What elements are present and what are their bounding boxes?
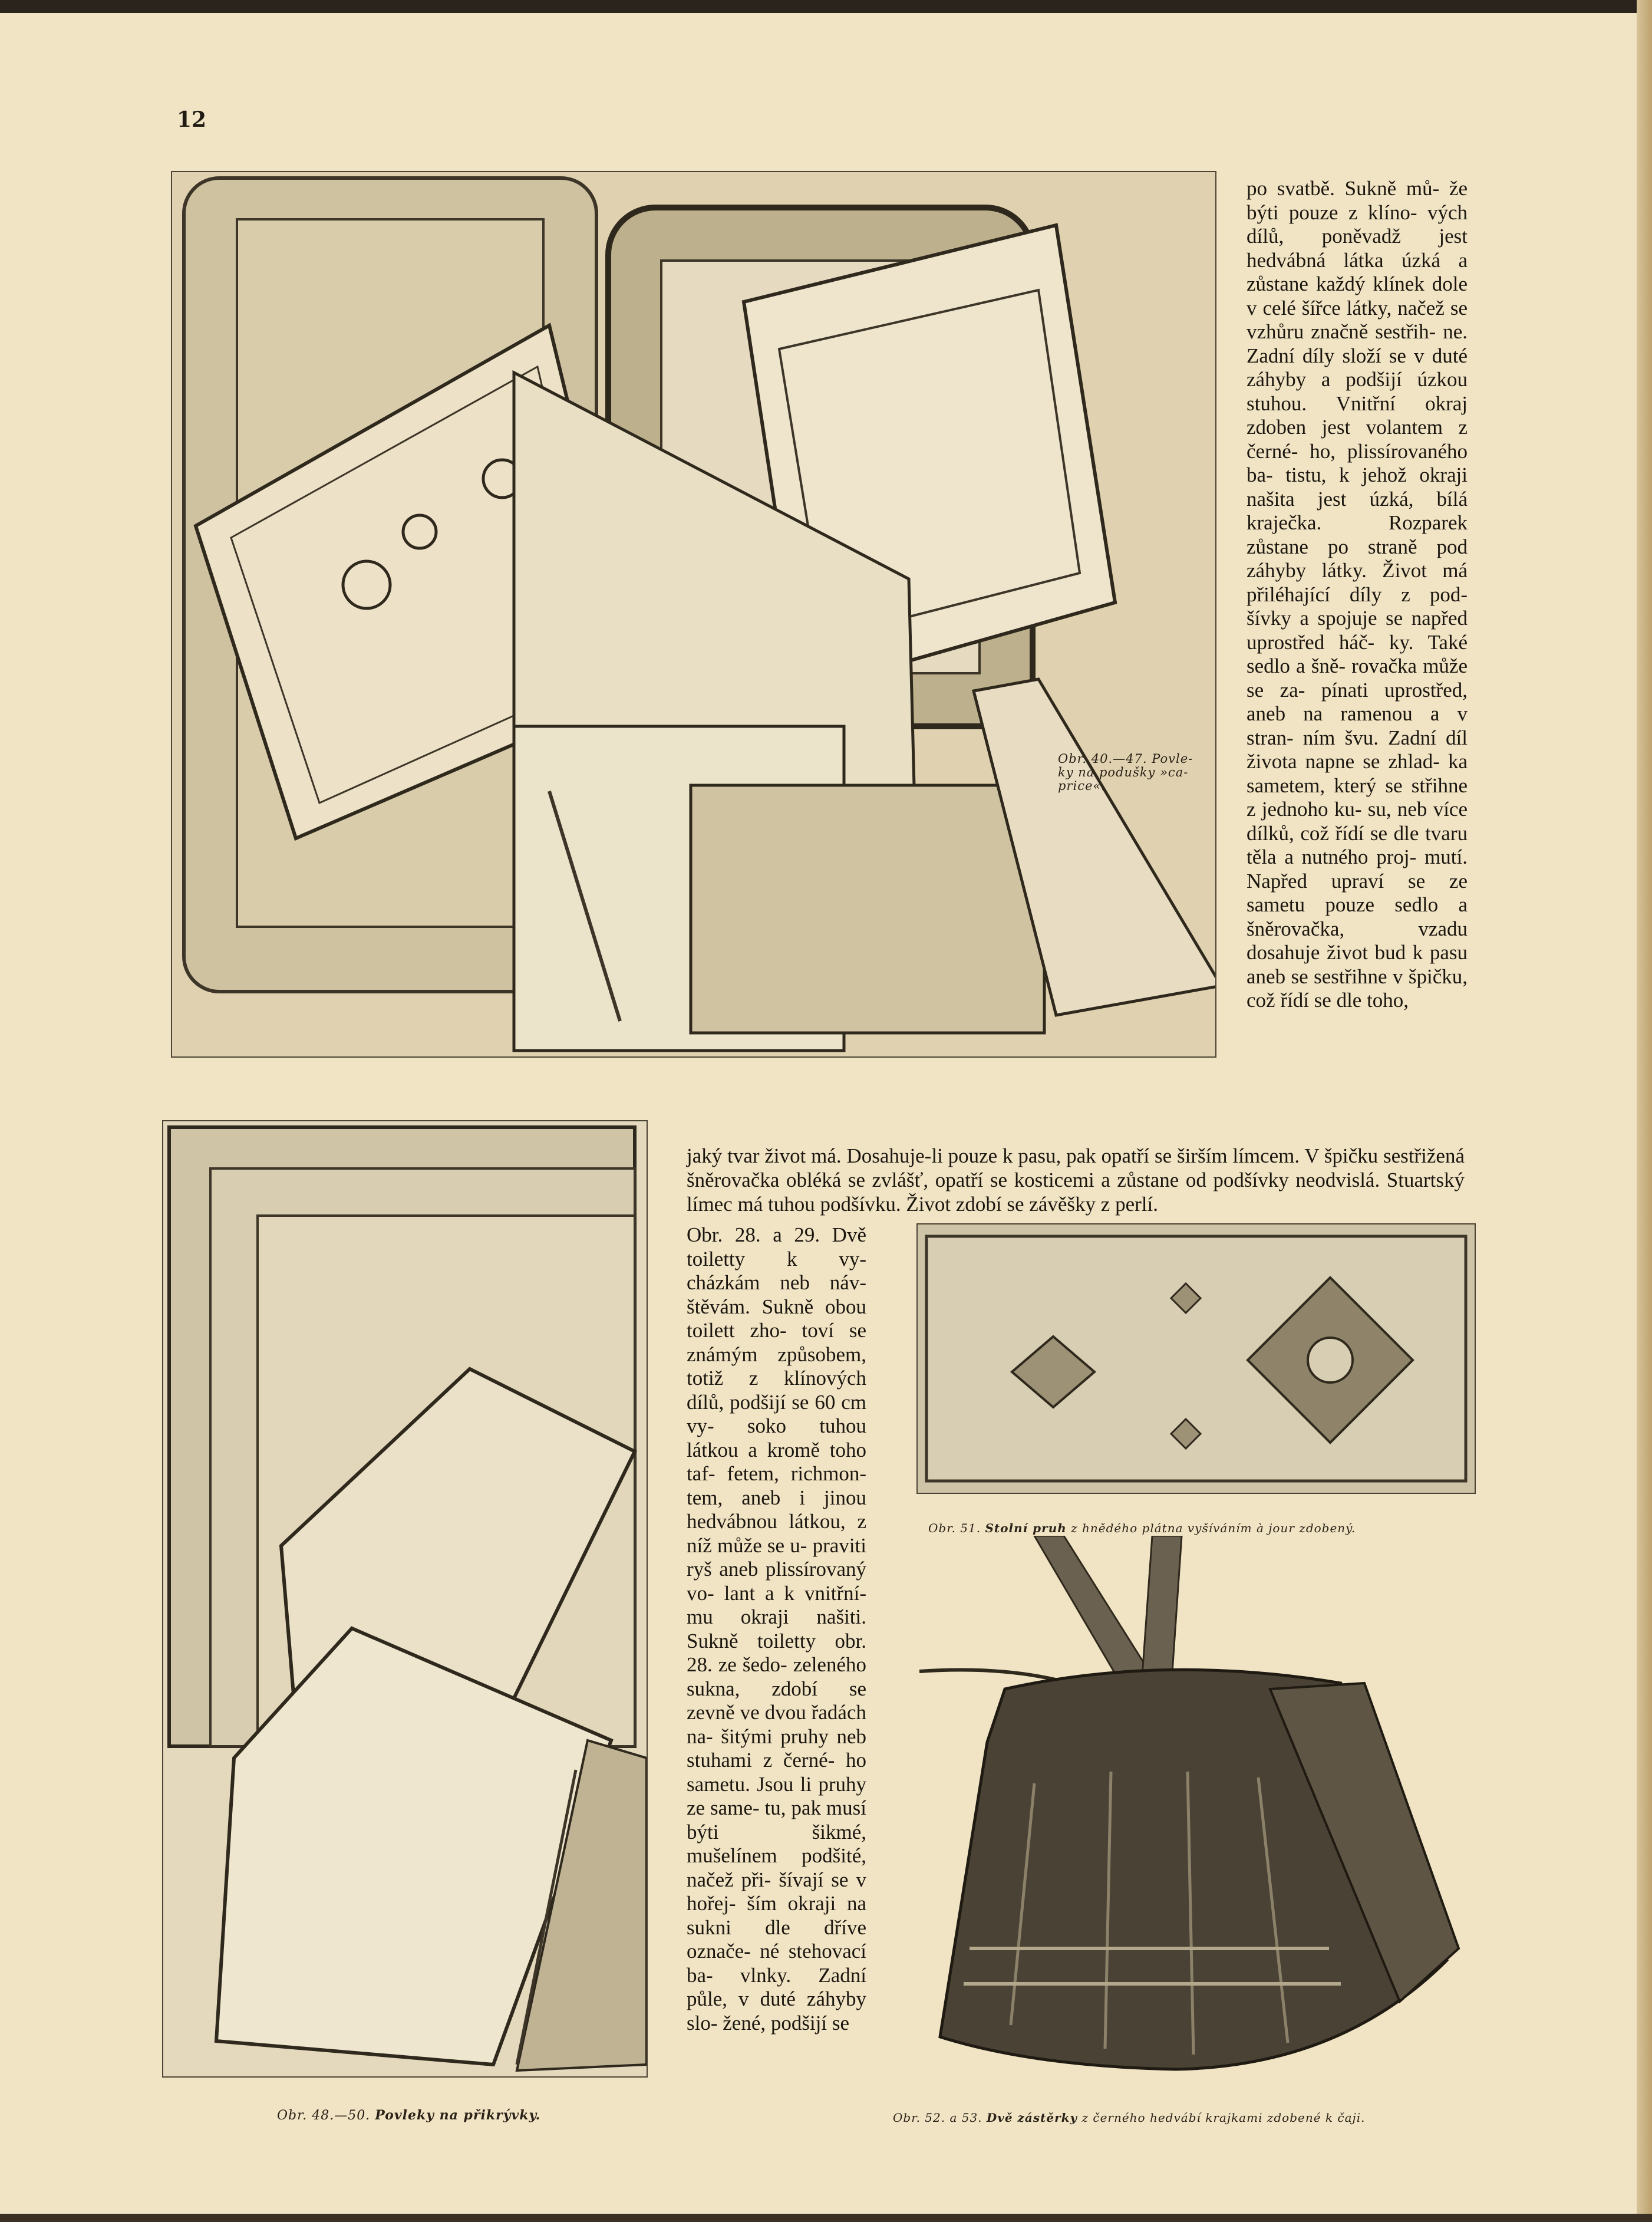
scan-edge-right: [1637, 0, 1652, 2222]
caption-title: Dvě zástěrky: [986, 2111, 1078, 2125]
caption-rest: z hnědého plátna vyšíváním à jour zdobený.: [1071, 1521, 1356, 1535]
figure-table-runner: [916, 1223, 1476, 1494]
table-runner-illustration: [918, 1224, 1475, 1493]
middle-column-text: [687, 1223, 866, 2125]
scan-edge-bottom: [0, 2214, 1652, 2222]
caption-fig52-53: [893, 2111, 1365, 2125]
full-width-paragraph: jaký tvar život má. Dosahuje-li pouze k pasu, pak opatří se širším límcem. V špičku sestřižená šněrovačka obléká se zvlášť, opatří se kosticemi a zůstane od podšívky neodvislá. Stuartský límec má tuhou podšívku. Život zdobí se závěšky z perlí.: [687, 1144, 1465, 1216]
caption-fig40-47: [1058, 752, 1205, 793]
middle-column-paragraph: Obr. 28. a 29. Dvě toiletty k vy- cházkám neb náv- štěvám. Sukně obou toilett zho- toví se známým způsobem, totiž z klínových dílů, podšijí se 60 cm vy- soko tuhou látkou a kromě toho taf- fetem, richmon- tem, aneb i jinou hedvábnou látkou, z níž může se u- praviti ryš aneb plissírovaný vo- lant a k vnitřní- mu okraji našiti. Sukně toiletty obr. 28. ze šedo- zeleného sukna, zdobí se zevně ve dvou řadách na- šitými pruhy neb stuhami z černé- ho sametu. Jsou li pruhy ze same- tu, pak musí býti šikmé, mušelínem podšité, načež při- šívají se v hořej- ším okraji na sukni dle dříve označe- né stehovací ba- vlnky. Zadní půle, v duté záhyby slo- žené, podšijí se: [687, 1223, 866, 2035]
caption-title: Povleky na přikrývky.: [375, 2108, 541, 2123]
caption-rest: z černého hedvábí krajkami zdobené k čaji.: [1081, 2111, 1366, 2125]
aprons-illustration: [916, 1536, 1473, 2087]
figure-quilt-covers: [162, 1120, 648, 2078]
caption-prefix: Obr. 52. a 53.: [893, 2111, 982, 2125]
full-width-text: [687, 1123, 1465, 1237]
caption-prefix: Obr. 48.—50.: [277, 2108, 371, 2123]
quilt-covers-illustration: [163, 1121, 647, 2076]
figure-aprons: [916, 1536, 1473, 2087]
caption-line: Obr. 40.—47. Povle-: [1058, 752, 1193, 766]
right-column-text: [1247, 177, 1468, 1117]
scan-edge-top: [0, 0, 1652, 13]
right-column-paragraph: po svatbě. Sukně mů- že býti pouze z klíno- vých dílů, poněvadž jest hedvábná látka úzká a zůstane každý klínek dole v celé šířce látky, načež se vzhůru značně sestřih- ne. Zadní díly složí se v duté záhyby a podšijí úzkou stuhou. Vnitřní okraj zdoben jest volantem z černé- ho, plissírovaného ba- tistu, k jehož okraji našita jest úzká, bílá kraječka. Rozparek zůstane po straně pod záhyby látky. Život má přiléhající díly z pod- šívky a spojuje se napřed uprostřed háč- ky. Také sedlo a šně- rovačka může se za- pínati uprostřed, aneb na ramenou a v stran- ním švu. Zadní díl života napne se zhlad- ka sametem, který se střihne z jednoho ku- su, neb více dílků, což řídí se dle tvaru těla a nutného proj- mutí. Napřed upraví se ze sametu pouze sedlo a šněrovačka, vzadu dosahuje život bud k pasu aneb se sestřihne v špičku, což řídí se dle toho,: [1247, 177, 1468, 1012]
pillow-covers-illustration: [172, 172, 1215, 1056]
caption-prefix: Obr. 51.: [928, 1521, 981, 1535]
caption-title: Stolní pruh: [985, 1521, 1067, 1535]
page-number: 12: [177, 107, 207, 132]
caption-line: ky na podušky »ca-: [1058, 765, 1189, 779]
caption-fig48-50: [277, 2108, 540, 2123]
caption-fig51: [928, 1521, 1356, 1535]
figure-pillow-covers: [171, 171, 1216, 1058]
caption-line: price«.: [1058, 779, 1106, 793]
